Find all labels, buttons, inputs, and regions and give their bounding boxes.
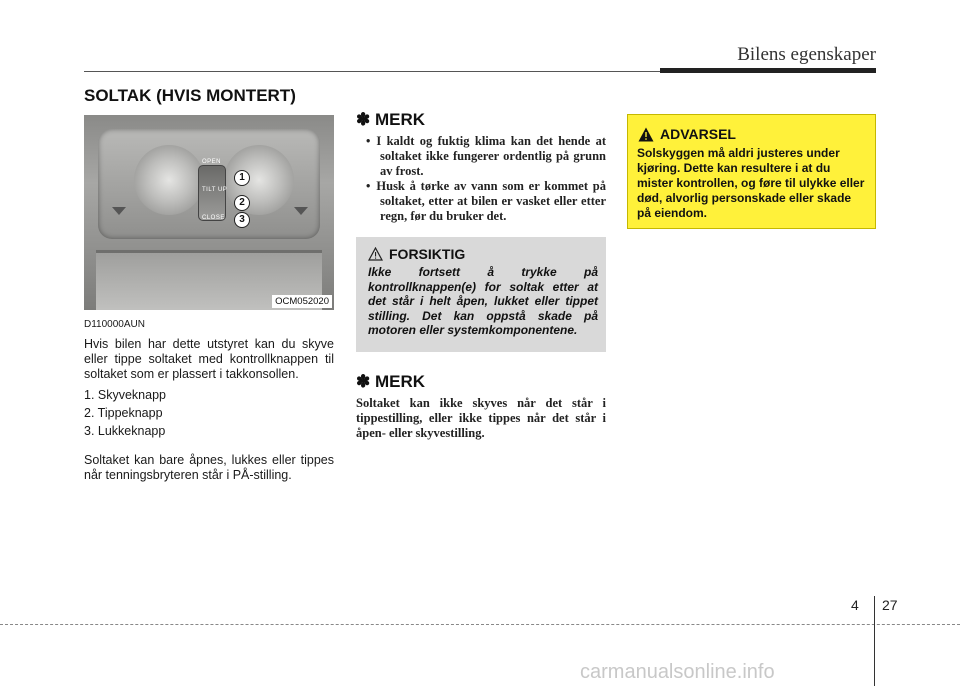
note-heading bbox=[356, 372, 606, 392]
footer-rule bbox=[0, 624, 960, 625]
marker-1: 1 bbox=[234, 170, 250, 186]
note-heading bbox=[356, 110, 606, 130]
section-code: D110000AUN bbox=[84, 319, 145, 330]
note-title: MERK bbox=[374, 110, 426, 129]
note-box-1 bbox=[356, 110, 606, 224]
intro-paragraph: Hvis bilen har dette utstyret kan du skyve eller tippe soltaket med kontrollknappen til soltaket som er plassert i takkonsollen. bbox=[84, 337, 334, 381]
note-box-2 bbox=[356, 372, 606, 441]
warning-text: Solskyggen må aldri justeres under kjøring. Dette kan resultere i at du mister kontrollen, og føre til ulykke eller død, alvorlig personskade eller skade på eiendom. bbox=[637, 146, 865, 220]
lamp-button-right-icon bbox=[294, 207, 308, 215]
list-item: • Husk å tørke av vann som er kommet på soltaket, etter at bilen er vasket eller etter regn, før du bruker det. bbox=[356, 179, 606, 224]
header-rule-thick bbox=[660, 68, 876, 73]
asterisk-icon: ✽ bbox=[356, 110, 371, 129]
warning-heading bbox=[638, 126, 736, 142]
note-text: Soltaket kan ikke skyves når det står i tippestilling, eller ikke tippes når det står i åpen- eller skyvestilling. bbox=[356, 396, 606, 440]
warning-triangle-outline-icon bbox=[368, 247, 383, 261]
section-title: SOLTAK (HVIS MONTERT) bbox=[84, 86, 296, 105]
list-item: • I kaldt og fuktig klima kan det hende at soltaket ikke fungerer ordentlig på grunn av frost. bbox=[356, 134, 606, 179]
warning-title: ADVARSEL bbox=[660, 126, 736, 142]
note-bullets bbox=[356, 134, 606, 224]
marker-2: 2 bbox=[234, 195, 250, 211]
warning-box bbox=[627, 114, 876, 229]
list-item: 1. Skyveknapp bbox=[84, 388, 166, 402]
map-lamp-left bbox=[134, 145, 204, 215]
list-item: 2. Tippeknapp bbox=[84, 406, 163, 420]
tilt-label: TILT UP bbox=[202, 187, 228, 193]
note-title: MERK bbox=[374, 372, 426, 391]
lamp-button-left-icon bbox=[112, 207, 126, 215]
figure-code: OCM052020 bbox=[272, 295, 332, 308]
marker-3: 3 bbox=[234, 212, 250, 228]
footer-divider bbox=[874, 596, 875, 686]
caution-box bbox=[356, 237, 606, 352]
list-item: 3. Lukkeknapp bbox=[84, 424, 166, 438]
chapter-number: 4 bbox=[851, 597, 859, 613]
watermark: carmanualsonline.info bbox=[580, 661, 775, 683]
ignition-note: Soltaket kan bare åpnes, lukkes eller tippes når tenningsbryteren står i PÅ-stilling. bbox=[84, 453, 334, 482]
sunroof-switch bbox=[198, 165, 226, 221]
warning-triangle-filled-icon bbox=[638, 127, 654, 142]
caution-heading bbox=[368, 246, 465, 262]
asterisk-icon: ✽ bbox=[356, 372, 371, 391]
page-number: 27 bbox=[882, 597, 898, 613]
page-header-title: Bilens egenskaper bbox=[737, 44, 876, 65]
sunroof-console-photo bbox=[84, 115, 334, 310]
caution-title: FORSIKTIG bbox=[389, 246, 466, 262]
close-label: CLOSE bbox=[202, 215, 225, 221]
button-list bbox=[84, 388, 334, 439]
caution-text: Ikke fortsett å trykke på kontrollknappen(e) for soltak etter at det står i helt åpen, lukket eller tippet stilling. Det kan oppstå skade på motoren eller systemkomponentene. bbox=[368, 265, 598, 337]
left-column bbox=[84, 317, 334, 489]
open-label: OPEN bbox=[202, 159, 222, 165]
